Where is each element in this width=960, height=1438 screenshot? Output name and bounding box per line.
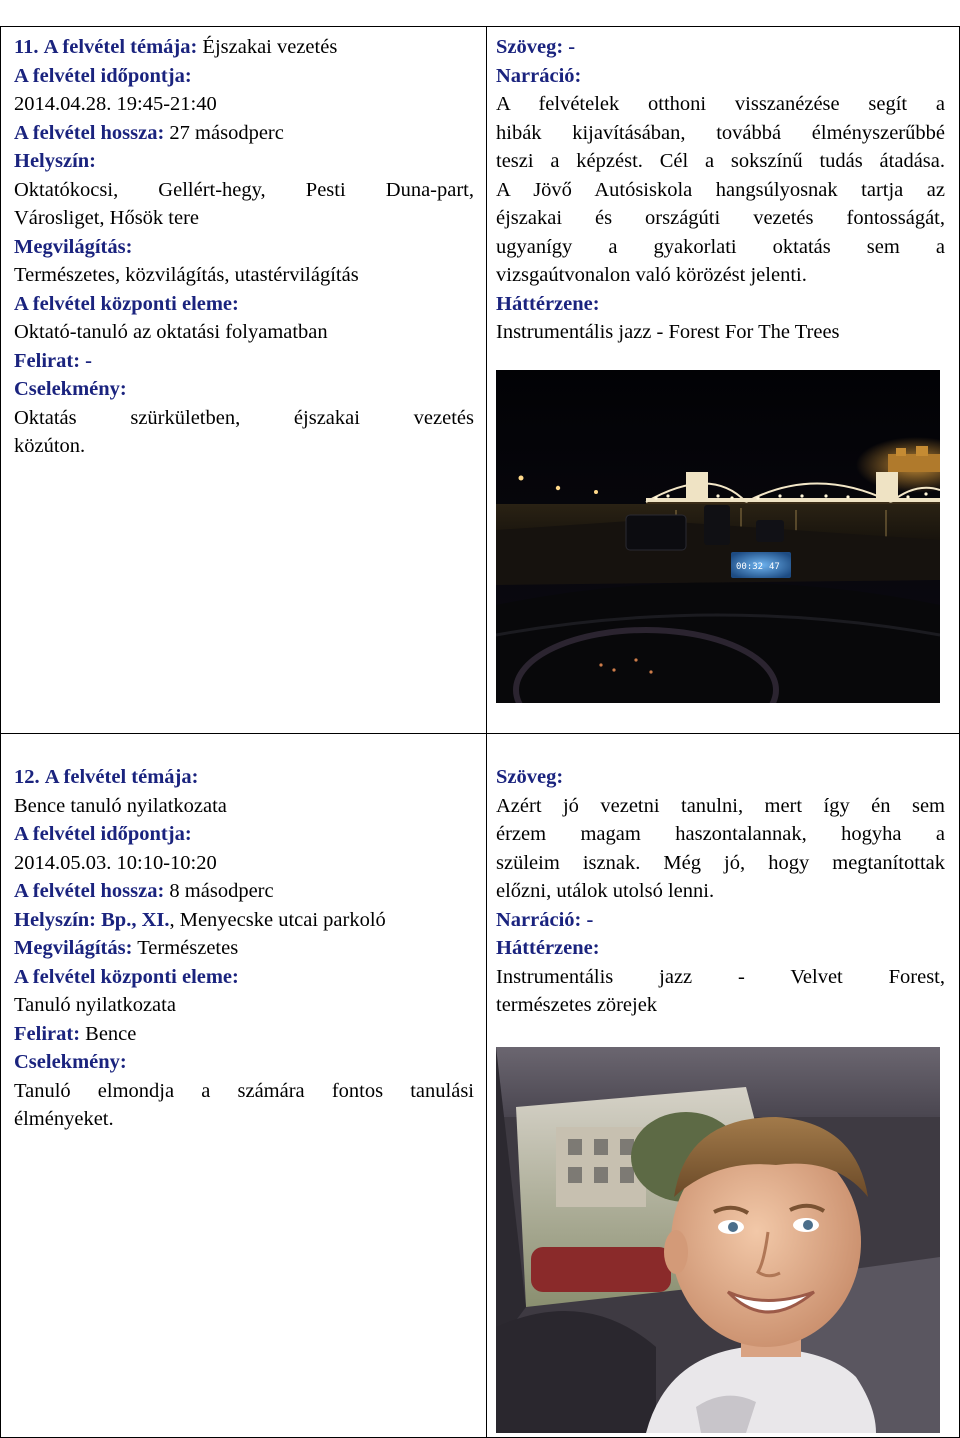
text-label: Szöveg: (496, 766, 564, 788)
student-portrait-photo (496, 1047, 940, 1433)
narration-line-2: hibák kijavításában, továbbá élményszerűbbé (496, 121, 945, 144)
topic-value: Éjszakai vezetés (202, 36, 338, 58)
narration-line-1: A felvételek otthoni visszanézése segít a (496, 93, 945, 115)
focus-value: Oktató-tanuló az oktatási folyamatban (14, 321, 328, 343)
music-label: Háttérzene: (496, 937, 600, 959)
location-line (14, 906, 474, 935)
focus-label: A felvétel központi eleme: (14, 965, 239, 988)
night-drive-photo (496, 370, 940, 703)
plot-label: Cselekmény: (14, 378, 127, 400)
length-label: A felvétel hossza: (14, 880, 165, 902)
table-top-border (0, 26, 960, 27)
lighting-label: Megvilágítás: (14, 235, 133, 258)
length-line (14, 119, 474, 148)
location-value-line-1: Oktatókocsi, Gellért-hegy, Pesti Duna-part, (14, 178, 474, 201)
focus-value: Tanuló nyilatkozata (14, 994, 176, 1016)
time-value: 2014.05.03. 10:10-10:20 (14, 851, 217, 874)
text-label: Szöveg: - (496, 36, 576, 58)
music-value-line-2: természetes zörejek (496, 994, 658, 1016)
lighting-label: Megvilágítás: (14, 937, 133, 959)
caption-label: Felirat: (14, 1022, 81, 1045)
narration-line-5: éjszakai és országúti vezetés fontosságát, (496, 207, 945, 229)
narration-line-7: vizsgaútvonalon való körözést jelenti. (496, 264, 807, 286)
narration-line-6: ugyanígy a gyakorlati oktatás sem a (496, 235, 945, 258)
length-label: A felvétel hossza: (14, 121, 165, 144)
topic-value: Bence tanuló nyilatkozata (14, 794, 227, 817)
location-value-line-2: Városliget, Hősök tere (14, 207, 200, 229)
text-line-4: előzni, utálok utolsó lenni. (496, 880, 715, 902)
music-value-line-1: Instrumentális jazz - Velvet Forest, (496, 965, 945, 988)
caption-line (14, 1020, 474, 1049)
focus-label: A felvétel központi eleme: (14, 292, 239, 315)
text-line-2: érzem magam haszontalannak, hogyha a (496, 823, 945, 845)
narration-label: Narráció: (496, 64, 582, 87)
plot-value-line-1: Tanuló elmondja a számára fontos tanulási (14, 1079, 474, 1102)
topic-line (14, 33, 474, 62)
caption-value: Bence (85, 1022, 137, 1045)
entry-11-script (496, 33, 945, 347)
narration-label: Narráció: - (496, 908, 594, 931)
music-value: Instrumentális jazz - Forest For The Trees (496, 321, 840, 343)
time-label: A felvétel időpontja: (14, 823, 192, 845)
column-divider (486, 26, 487, 1438)
location-value-rest: , Menyecske utcai parkoló (169, 908, 386, 931)
row-divider (0, 733, 960, 734)
dashboard-value: 47 (769, 562, 780, 572)
location-label: Helyszín: (14, 908, 96, 931)
entry-11-details (14, 33, 474, 461)
lighting-value: Természetes (137, 937, 239, 959)
plot-value-line-1: Oktatás szürkületben, éjszakai vezetés (14, 406, 474, 429)
location-value-bold: Bp., XI. (101, 908, 170, 931)
text-line-3: szüleim isznak. Még jó, hogy megtanítottak (496, 851, 945, 874)
lighting-value: Természetes, közvilágítás, utastérvilágítás (14, 264, 359, 286)
dashboard-time: 00:32 (736, 562, 764, 572)
entry-number: 12. (14, 766, 40, 788)
time-value: 2014.04.28. 19:45-21:40 (14, 93, 217, 115)
plot-value-line-2: élményeket. (14, 1108, 114, 1130)
lighting-line (14, 934, 474, 963)
text-line-1: Azért jó vezetni tanulni, mert így én sem (496, 794, 945, 817)
length-line (14, 877, 474, 906)
entry-12-details (14, 763, 474, 1134)
narration-line-4: A Jövő Autósiskola hangsúlyosnak tartja az (496, 178, 945, 201)
location-label: Helyszín: (14, 150, 96, 172)
music-label: Háttérzene: (496, 292, 600, 315)
entry-number: 11. (14, 36, 39, 58)
caption-label: Felirat: - (14, 349, 92, 372)
time-label: A felvétel időpontja: (14, 64, 192, 87)
table-left-border (0, 26, 1, 1438)
entry-12-script (496, 763, 945, 1020)
topic-line (14, 763, 474, 792)
length-value: 8 másodperc (169, 880, 274, 902)
length-value: 27 másodperc (169, 121, 284, 144)
topic-label: A felvétel témája: (43, 36, 198, 58)
plot-label: Cselekmény: (14, 1051, 127, 1073)
plot-value-line-2: közúton. (14, 435, 86, 457)
narration-line-3: teszi a képzést. Cél a sokszínű tudás átadása. (496, 150, 945, 172)
topic-label: A felvétel témája: (44, 766, 199, 788)
